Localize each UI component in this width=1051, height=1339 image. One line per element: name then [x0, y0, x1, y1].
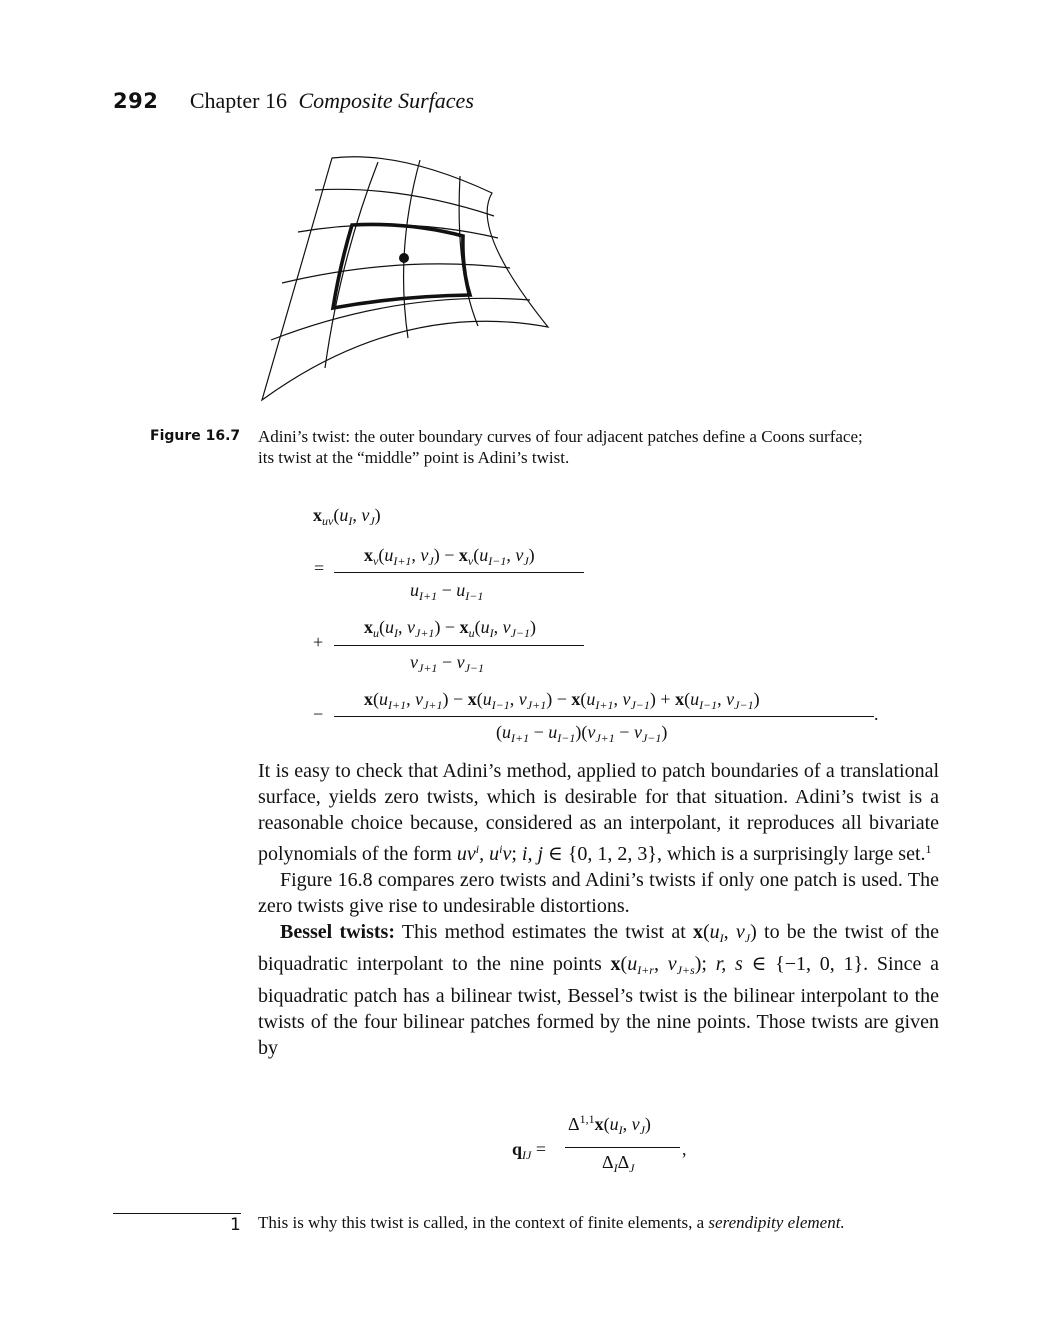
term2-denominator: $v_{J+1} - v_{J-1}$	[410, 652, 485, 675]
term3-denominator: $(u_{I+1} - u_{I-1})(v_{J+1} - v_{J-1})$	[496, 722, 668, 745]
term3-numerator: $x(u_{I+1}$, $v_{J+1}) - x(u_{I-1}$, $v_{J+1}) - x(u_{I+1}$, $v_{J-1}) + x(u_{I-1}$, $v_{J-1}$)	[364, 689, 760, 712]
fraction-bar	[334, 645, 584, 646]
footnote-text: This is why this twist is called, in the context of finite elements, a serendipity element.	[258, 1213, 845, 1232]
grid-curve	[271, 298, 530, 340]
grid-curve	[325, 162, 378, 368]
running-header	[113, 88, 474, 114]
term1-denominator: $u_{I+1} - u_{I-1}$	[410, 580, 484, 603]
equation-comma: ,	[682, 1139, 687, 1159]
equation-lhs: $x_{uv}(u_I$, $v_J$)	[313, 505, 381, 528]
paragraph: It is easy to check that Adini’s method, applied to patch boundaries of a translational surface, yields zero twists, which is desirable for that situation. Adini’s twist is a reasonable choice because, considered as an interpolant, it reproduces all bivariate polynomials of the form $uv^i$, $u^iv$; i, j ∈ {0, 1, 2, 3}, which is a surprisingly large set.$^1$	[258, 760, 939, 865]
adini-patch-boundary	[333, 224, 470, 308]
chapter-title: Composite Surfaces	[298, 88, 474, 113]
term1-numerator: $x_v(u_{I+1}$, $v_J) - x_v(u_{I-1}$, $v_J$)	[364, 545, 535, 568]
paragraph: Figure 16.8 compares zero twists and Adini’s twists if only one patch is used. The zero twists give rise to undesirable distortions.	[258, 869, 939, 917]
bessel-lhs: $q_{IJ}$ =	[512, 1139, 546, 1162]
plus-sign: +	[313, 632, 324, 652]
figure-label: Figure 16.7	[150, 428, 241, 444]
page-number: 292	[113, 89, 159, 113]
footnote-ref: 1	[925, 842, 932, 856]
grid-curve	[404, 160, 420, 338]
grid-curve	[315, 189, 494, 216]
minus-sign: −	[313, 704, 324, 724]
term2-numerator: $x_u(u_I$, $v_{J+1}) - x_u(u_I$, $v_{J-1}$)	[364, 617, 537, 640]
figure-caption	[258, 426, 958, 468]
caption-line: its twist at the “middle” point is Adini’s twist.	[258, 448, 570, 467]
adini-twist-figure	[255, 150, 555, 410]
caption-line: Adini’s twist: the outer boundary curves of four adjacent patches define a Coons surface;	[258, 427, 863, 446]
footnote-number: 1	[230, 1215, 241, 1235]
bessel-numerator: $\Delta^{1,1}x(u_I$, $v_J$)	[568, 1112, 651, 1137]
bessel-denominator: $\Delta_I\Delta_J$	[602, 1152, 635, 1175]
equation-period: .	[874, 704, 879, 724]
equals-sign: =	[314, 558, 325, 578]
chapter-number: Chapter 16	[189, 88, 287, 113]
fraction-bar	[334, 716, 874, 717]
run-in-heading: Bessel twists:	[280, 921, 395, 943]
fraction-bar	[565, 1147, 680, 1148]
paragraph: Bessel twists: This method estimates the twist at $x(u_I$, $v_J$) to be the twist of the biquadratic interpolant to the nine points $x(u_{I+r}$, $v_{J+s}$); r, s ∈ {−1, 0, 1}. Since a biquadratic patch has a bilinear twist, Bessel’s twist is the bilinear interpolant to the twists of the four bilinear patches formed by the nine points. Those twists are given by	[258, 921, 940, 1059]
grid-curve	[282, 264, 510, 283]
fraction-bar	[334, 572, 584, 573]
middle-point	[399, 253, 409, 263]
body-text	[258, 758, 939, 1061]
footnote-rule	[113, 1213, 241, 1214]
